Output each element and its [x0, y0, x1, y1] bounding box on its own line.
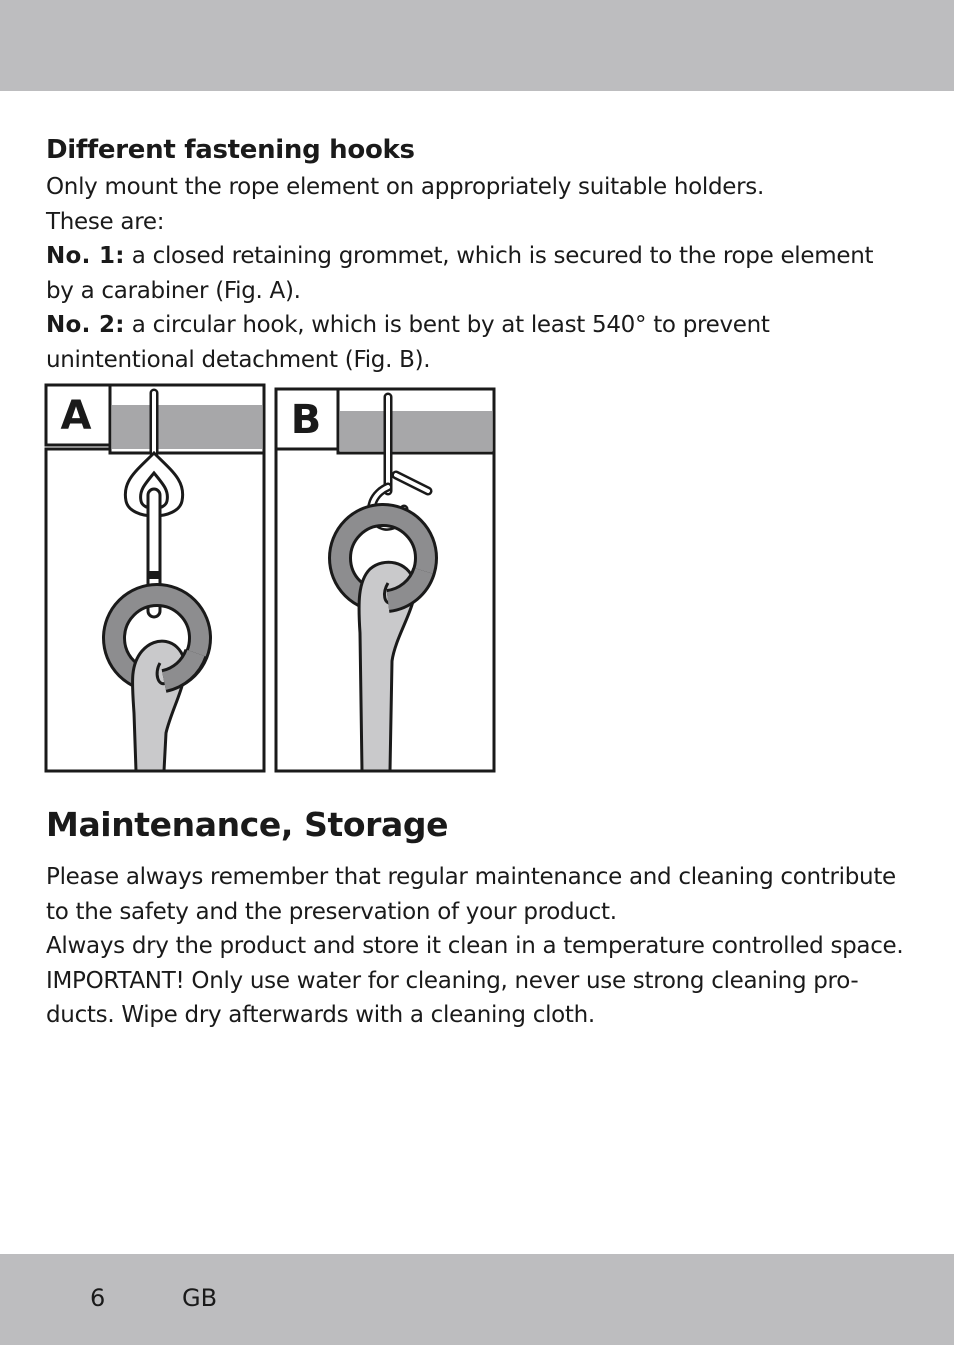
language-code: GB — [182, 1284, 218, 1312]
item-no1 — [46, 239, 906, 308]
maintenance-paragraph-2: Always dry the product and store it clean in a temperature controlled space. — [46, 933, 904, 959]
figure-a-label: A — [60, 393, 92, 439]
intro-text: Only mount the rope element on appropriately suitable holders. — [46, 174, 764, 200]
figure-a — [46, 385, 264, 771]
page-number: 6 — [90, 1284, 106, 1312]
header-bar — [0, 0, 954, 91]
section-heading: Different fastening hooks — [46, 135, 415, 165]
intro-text-2: These are: — [46, 208, 165, 235]
ceiling-a — [112, 405, 262, 449]
maintenance-section — [46, 800, 916, 1033]
item-no2-label: No. 2: — [46, 312, 125, 338]
footer-bar — [0, 1254, 954, 1345]
figure-b-label: B — [290, 397, 322, 443]
maintenance-heading: Maintenance, Storage — [46, 805, 449, 844]
figures-illustration — [44, 383, 498, 775]
item-no1-label: No. 1: — [46, 243, 125, 269]
maintenance-paragraph-3: IMPORTANT! Only use water for cleaning, never use strong cleaning pro-ducts. Wipe dry afterwards with a cleaning cloth. — [46, 967, 859, 1028]
fastening-hooks-section — [46, 130, 906, 377]
item-no2-text: a circular hook, which is bent by at least 540° to prevent unintentional detachment (Fig. B). — [46, 312, 770, 373]
item-no2 — [46, 308, 906, 377]
ceiling-b — [340, 411, 492, 451]
maintenance-paragraph-1: Please always remember that regular maintenance and cleaning contribute to the safety and the preservation of your product. — [46, 864, 896, 925]
figure-b — [276, 389, 494, 771]
item-no1-text: a closed retaining grommet, which is secured to the rope element by a carabiner (Fig. A). — [46, 243, 874, 304]
